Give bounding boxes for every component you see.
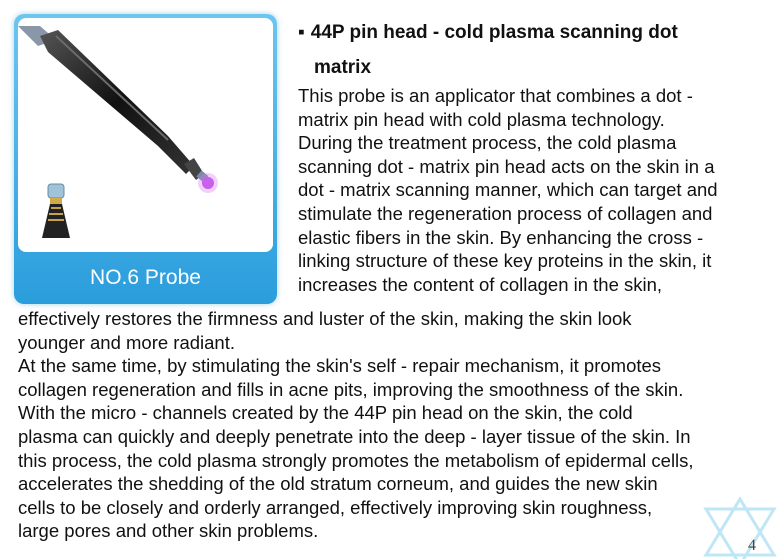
text-line: large pores and other skin problems.	[18, 520, 319, 542]
text-line: During the treatment process, the cold plasma	[298, 132, 677, 154]
text-line: stimulate the regeneration process of collagen and	[298, 202, 713, 224]
heading-line-2: matrix	[314, 57, 372, 78]
text-line: plasma can quickly and deeply penetrate into the deep - layer tissue of the skin. In	[18, 425, 691, 447]
bullet-icon: ▪	[298, 22, 305, 43]
text-line: dot - matrix scanning manner, which can target and	[298, 179, 718, 201]
page-number: 4	[748, 537, 756, 554]
text-line: younger and more radiant.	[18, 331, 235, 353]
text-line: With the micro - channels created by the 44P pin head on the skin, the cold	[18, 402, 633, 424]
text-line: effectively restores the firmness and luster of the skin, making the skin look	[18, 308, 632, 329]
heading-line-1: 44P pin head - cold plasma scanning dot	[310, 22, 678, 43]
star-outline-icon	[700, 495, 780, 559]
text-line: This probe is an applicator that combines a dot -	[298, 85, 693, 106]
text-line: this process, the cold plasma strongly promotes the metabolism of epidermal cells,	[18, 449, 694, 471]
text-line: linking structure of these key proteins in the skin, it	[298, 250, 712, 272]
text-line: matrix pin head with cold plasma technology.	[298, 108, 665, 130]
description-paragraph-top	[298, 84, 768, 296]
text-line: elastic fibers in the skin. By enhancing the cross -	[298, 226, 704, 248]
section-heading	[298, 18, 768, 82]
description-paragraph-bottom	[18, 307, 774, 543]
text-line: cells to be closely and orderly arranged, effectively improving skin roughness,	[18, 496, 653, 518]
text-line: increases the content of collagen in the skin,	[298, 273, 663, 295]
text-line: At the same time, by stimulating the skin's self - repair mechanism, it promotes	[18, 355, 662, 377]
probe-image	[18, 18, 273, 252]
text-line: collagen regeneration and fills in acne pits, improving the smoothness of the skin.	[18, 378, 684, 400]
probe-caption: NO.6 Probe	[90, 266, 201, 289]
text-line: accelerates the shedding of the old stratum corneum, and guides the new skin	[18, 473, 658, 495]
text-line: scanning dot - matrix pin head acts on the skin in a	[298, 155, 715, 177]
product-card	[14, 14, 277, 304]
